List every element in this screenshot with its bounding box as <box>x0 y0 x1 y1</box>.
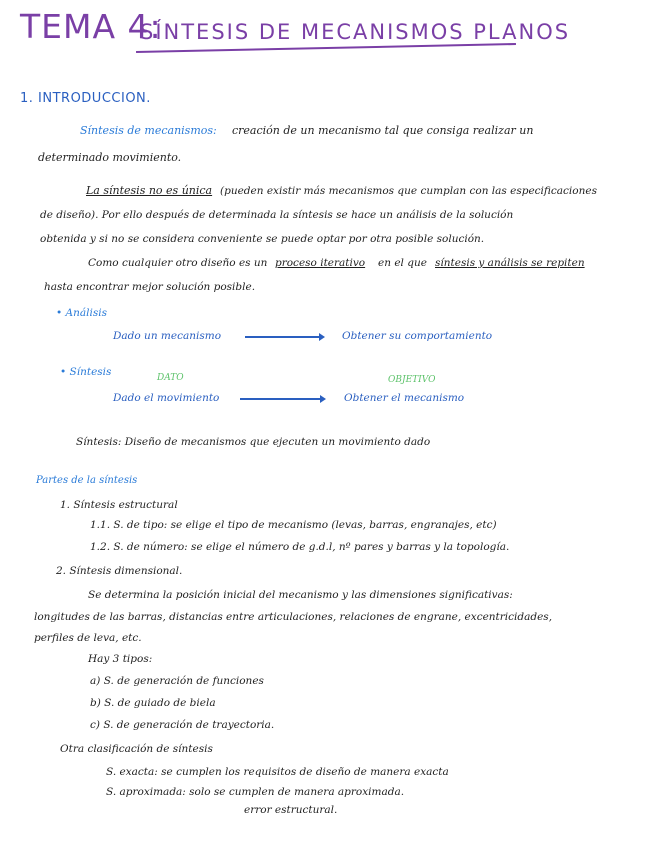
title-underline <box>136 43 516 53</box>
objetivo-label: OBJETIVO <box>388 375 436 385</box>
synthesis-definition: Síntesis: Diseño de mecanismos que ejecuten un movimiento dado <box>76 436 431 448</box>
page-title: SÍNTESIS DE MECANISMOS PLANOS <box>140 20 571 44</box>
exact-synthesis: S. exacta: se cumplen los requisitos de diseño de manera exacta <box>106 766 449 778</box>
type-synthesis-item: 1.1. S. de tipo: se elige el tipo de mecanismo (levas, barras, engranajes, etc) <box>90 519 497 531</box>
analysis-arrow <box>245 336 323 338</box>
types-intro: Hay 3 tipos: <box>88 653 153 665</box>
number-synthesis-item: 1.2. S. de número: se elige el número de g.d.l, nº pares y barras y la topología. <box>90 541 510 553</box>
dimensional-text-2: longitudes de las barras, distancias entre articulaciones, relaciones de engrane, excentricidades, <box>34 611 553 623</box>
paragraph-3-line-1b: en el que <box>378 257 427 269</box>
synthesis-analysis-repeat: síntesis y análisis se repiten <box>435 257 585 269</box>
synthesis-output: Obtener el mecanismo <box>344 392 465 404</box>
dimensional-text-1: Se determina la posición inicial del mecanismo y las dimensiones significativas: <box>88 589 513 601</box>
type-c: c) S. de generación de trayectoria. <box>90 719 275 731</box>
iterative-process: proceso iterativo <box>275 257 366 269</box>
approximate-synthesis: S. aproximada: solo se cumplen de manera aproximada. <box>106 786 405 798</box>
dimensional-synthesis-title: 2. Síntesis dimensional. <box>56 565 183 577</box>
structural-synthesis-title: 1. Síntesis estructural <box>60 499 178 511</box>
other-classification-title: Otra clasificación de síntesis <box>60 743 213 755</box>
section-heading-introduction: 1. INTRODUCCION. <box>20 91 151 106</box>
paragraph-2-line-3: obtenida y si no se considera conveniente se puede optar por otra posible solución. <box>40 233 485 245</box>
definition-term: Síntesis de mecanismos: <box>80 124 217 137</box>
definition-text-2: determinado movimiento. <box>38 151 182 164</box>
paragraph-3-line-1a: Como cualquier otro diseño es un <box>88 257 268 269</box>
parts-heading: Partes de la síntesis <box>36 475 138 486</box>
synthesis-input: Dado el movimiento <box>113 392 220 404</box>
unique-statement: La síntesis no es única <box>86 184 213 197</box>
definition-text-1: creación de un mecanismo tal que consiga realizar un <box>232 124 534 137</box>
dato-label: DATO <box>157 373 184 383</box>
analysis-label: • Análisis <box>56 307 107 319</box>
type-b: b) S. de guiado de biela <box>90 697 216 709</box>
synthesis-arrow <box>240 398 324 400</box>
type-a: a) S. de generación de funciones <box>90 675 264 687</box>
synthesis-label: • Síntesis <box>60 366 112 378</box>
structural-error: error estructural. <box>244 804 338 816</box>
paragraph-2-line-2: de diseño). Por ello después de determinada la síntesis se hace un análisis de la solución <box>40 209 514 221</box>
tema-number: TEMA 4: <box>20 7 162 46</box>
dimensional-text-3: perfiles de leva, etc. <box>34 632 142 644</box>
paragraph-2-line-1: (pueden existir más mecanismos que cumplan con las especificaciones <box>220 185 597 197</box>
paragraph-3-line-2: hasta encontrar mejor solución posible. <box>44 281 256 293</box>
analysis-output: Obtener su comportamiento <box>342 330 493 342</box>
analysis-input: Dado un mecanismo <box>113 330 222 342</box>
